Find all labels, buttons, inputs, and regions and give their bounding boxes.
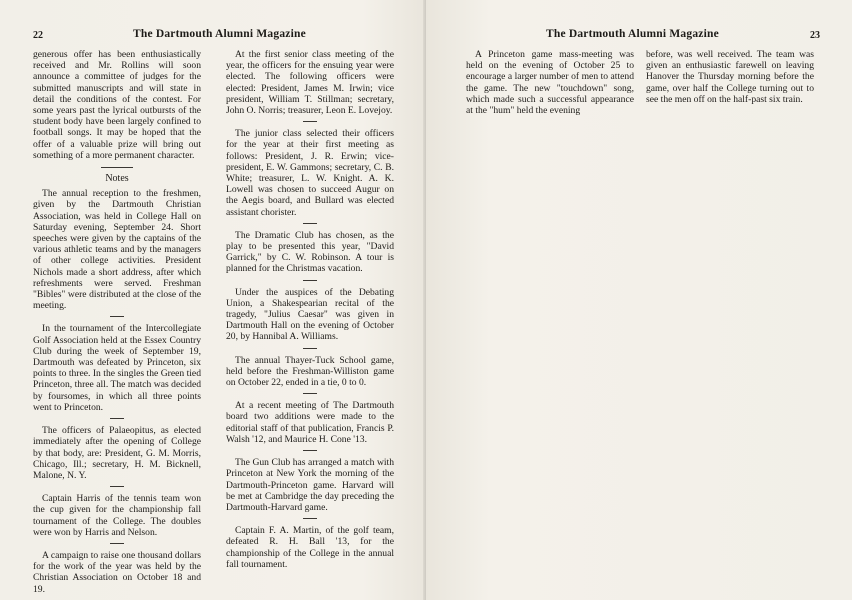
divider — [303, 450, 317, 451]
paragraph: The annual reception to the freshmen, given by the Dartmouth Christian Association, was held in College Hall on Saturday evening, September 24. Short speeches were given by the captains of the various athletic teams and by the managers of other college activities. President Nichols made a short address, after which refreshments were served. Freshman "Bibles" were distributed at the close of the meeting. — [33, 188, 201, 312]
left-column-2 — [226, 49, 394, 570]
divider — [303, 518, 317, 519]
paragraph: Captain F. A. Martin, of the golf team, defeated R. H. Ball '13, for the championship of the College in the annual fall tournament. — [226, 525, 394, 570]
page-number: 22 — [33, 30, 43, 41]
divider — [110, 418, 124, 419]
running-header: The Dartmouth Alumni Magazine — [133, 28, 306, 40]
paragraph: The Dramatic Club has chosen, as the play to be presented this year, "David Garrick," by C. W. Robinson. A tour is planned for the Christmas vacation. — [226, 229, 394, 275]
divider — [303, 393, 317, 394]
paragraph: At a recent meeting of The Dartmouth board two additions were made to the editorial staff of that publication, Francis P. Walsh '12, and Maurice H. Cone '13. — [226, 400, 394, 445]
divider — [110, 486, 124, 487]
running-header: The Dartmouth Alumni Magazine — [546, 28, 719, 40]
page-number: 23 — [810, 30, 820, 41]
paragraph: The junior class selected their officers for the year at their first meeting as follows: President, J. R. Erwin; vice-president, E. W. Gammons; secretary, C. B. White; treasurer, L. W. Knight. A. K. Lowell was chosen to succeed Augur on the Aegis board, and Bullard was elected assistant chorister. — [226, 128, 394, 218]
left-column-1 — [33, 49, 201, 595]
paragraph: The annual Thayer-Tuck School game, held before the Freshman-Williston game on October 22, ended in a tie, 0 to 0. — [226, 354, 394, 389]
right-page — [426, 0, 852, 600]
paragraph: Under the auspices of the Debating Union, a Shakespearian recital of the tragedy, "Julius Caesar" was given in Dartmouth Hall on the evening of October 20, by Hannibal A. Williams. — [226, 286, 394, 343]
divider — [303, 121, 317, 122]
divider — [110, 543, 124, 544]
right-column-2 — [646, 49, 814, 105]
section-heading: Notes — [105, 173, 129, 185]
paragraph: before, was well received. The team was given an enthusiastic farewell on leaving Hanover the Thursday morning before the game, over half the College turning out to see the men off on the half-past six train. — [646, 49, 814, 105]
divider — [303, 348, 317, 349]
paragraph: A campaign to raise one thousand dollars for the work of the year was held by the Christian Association on October 18 and 19. — [33, 549, 201, 595]
divider — [303, 280, 317, 281]
paragraph: The officers of Palaeopitus, as elected immediately after the opening of College by that body, are: President, G. M. Morris, Chicago, Ill.; secretary, H. M. Bicknell, Malone, N. Y. — [33, 425, 201, 481]
paragraph: generous offer has been enthusiastically received and Mr. Rollins will soon announce a committee of judges for the submitted manuscripts and will state in detail the conditions of the contest. For some years past the lyrical outbursts of the student body have been largely confined to football songs. It may be hoped that the offer of a valuable prize will bring out something of a more permanent character. — [33, 49, 201, 161]
paragraph: Captain Harris of the tennis team won the cup given for the championship fall tournament of the College. The doubles were won by Harris and Nelson. — [33, 493, 201, 538]
paragraph: The Gun Club has arranged a match with Princeton at New York the morning of the Dartmouth-Princeton game. Harvard will be met at Cambridge the day preceding the Dartmouth-Harvard game. — [226, 457, 394, 513]
paragraph: At the first senior class meeting of the year, the officers for the ensuing year were elected. The following officers were elected: President, James M. Irwin; vice president, William T. Stillman; secretary, John O. Norris; treasurer, Leon E. Lovejoy. — [226, 49, 394, 117]
divider — [303, 223, 317, 224]
paragraph: In the tournament of the Intercollegiate Golf Association held at the Essex Country Club during the week of September 19, Dartmouth was defeated by Princeton, six points to three. In the singles the Green tied Princeton, three all. The match was decided by foursomes, in which all three points went to Princeton. — [33, 323, 201, 413]
paragraph: A Princeton game mass-meeting was held on the evening of October 25 to encourage a larger number of men to attend the game. The new "touchdown" song, which made such a successful appearance at the "hum" held the evening — [466, 49, 634, 117]
divider — [110, 316, 124, 317]
right-column-1 — [466, 49, 634, 116]
divider — [101, 167, 133, 168]
